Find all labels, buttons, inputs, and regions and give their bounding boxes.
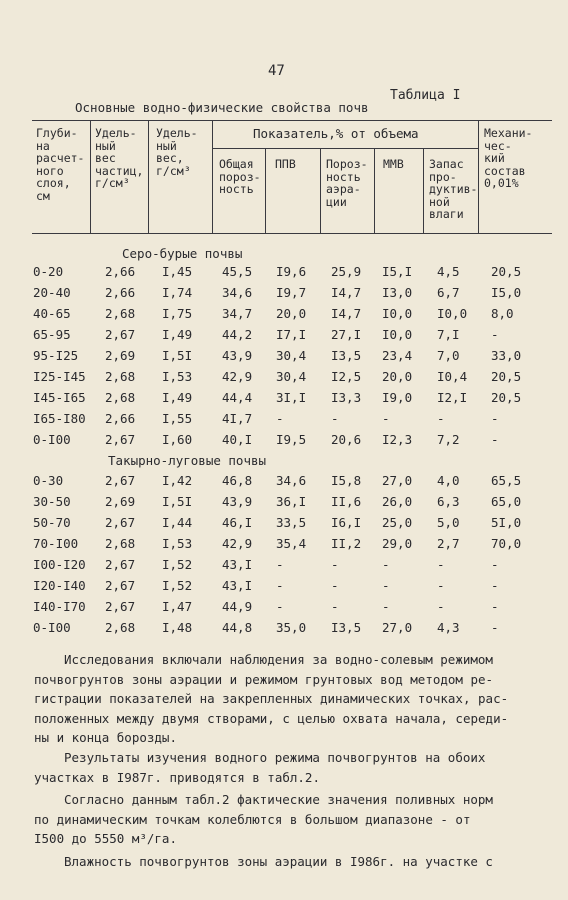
paragraph-line: ны и конца борозды. (34, 730, 177, 745)
header-mmv: ММВ (383, 157, 404, 171)
table-cell: I,53 (162, 369, 193, 384)
paragraph-line: Влажность почвогрунтов зоны аэрации в I986г. на участке с (64, 854, 493, 869)
table-cell: I,53 (162, 536, 193, 551)
table-cell: 44,9 (222, 599, 253, 614)
table-row (0, 369, 568, 389)
table-cell: 0-I00 (33, 620, 71, 635)
table-cell: I,52 (162, 557, 193, 572)
paragraph-line: Согласно данным табл.2 фактические значения поливных норм (64, 792, 493, 807)
header-ppv: ППВ (275, 157, 296, 171)
table-cell: 20,5 (491, 390, 522, 405)
table-cell: I,44 (162, 515, 193, 530)
table-cell: - (437, 411, 445, 426)
table-cell: 25,0 (382, 515, 413, 530)
table-cell: 36,I (276, 494, 307, 509)
table-cell: 34,6 (222, 285, 253, 300)
header-col-divider (374, 148, 375, 233)
table-cell: 2,68 (105, 536, 136, 551)
table-cell: I4,7 (331, 306, 362, 321)
table-cell: - (491, 411, 499, 426)
table-cell: 30-50 (33, 494, 71, 509)
header-col-divider (148, 120, 149, 233)
table-cell: 35,0 (276, 620, 307, 635)
table-cell: 2,68 (105, 620, 136, 635)
table-cell: I65-I80 (33, 411, 86, 426)
table-cell: I5,I (382, 264, 413, 279)
table-row (0, 620, 568, 640)
page-number: 47 (268, 63, 285, 79)
section-title: Такырно-луговые почвы (108, 453, 267, 468)
table-cell: - (437, 578, 445, 593)
table-cell: I2,5 (331, 369, 362, 384)
table-cell: 23,4 (382, 348, 413, 363)
table-cell: 27,0 (382, 620, 413, 635)
header-bottom-rule (32, 233, 552, 234)
table-cell: 40,I (222, 432, 253, 447)
table-cell: II,6 (331, 494, 362, 509)
table-cell: 2,67 (105, 599, 136, 614)
table-cell: 4I,7 (222, 411, 253, 426)
table-cell: 5,0 (437, 515, 460, 530)
table-cell: I9,0 (382, 390, 413, 405)
table-cell: I7,I (276, 327, 307, 342)
table-cell: 33,5 (276, 515, 307, 530)
body-paragraph (34, 748, 544, 787)
table-cell: 4,0 (437, 473, 460, 488)
table-row (0, 494, 568, 514)
table-cell: 27,0 (382, 473, 413, 488)
table-cell: 2,67 (105, 432, 136, 447)
table-cell: I3,3 (331, 390, 362, 405)
table-cell: 6,7 (437, 285, 460, 300)
table-cell: 44,8 (222, 620, 253, 635)
table-row (0, 264, 568, 284)
table-cell: 43,9 (222, 348, 253, 363)
table-cell: 2,66 (105, 264, 136, 279)
table-cell: 2,69 (105, 348, 136, 363)
table-cell: 0-30 (33, 473, 64, 488)
table-row (0, 306, 568, 326)
table-cell: I4,7 (331, 285, 362, 300)
table-caption: Таблица I (390, 88, 461, 103)
table-cell: I00-I20 (33, 557, 86, 572)
table-cell: 2,69 (105, 494, 136, 509)
body-paragraph (34, 852, 544, 872)
table-cell: I6,I (331, 515, 362, 530)
table-cell: I,60 (162, 432, 193, 447)
paragraph-line: положенных между двумя створами, с целью охвата начала, середи- (34, 710, 509, 726)
table-cell: 8,0 (491, 306, 514, 321)
paragraph-line: гистрации показателей на закрепленных динамических точках, рас- (34, 691, 509, 706)
table-cell: 43,I (222, 578, 253, 593)
table-cell: 2,68 (105, 390, 136, 405)
header-productive-moisture: Запас про- дуктив- ной влаги (429, 157, 478, 221)
header-col-divider (320, 148, 321, 233)
table-cell: 2,67 (105, 515, 136, 530)
table-cell: - (331, 557, 339, 572)
table-cell: 25,9 (331, 264, 362, 279)
table-row (0, 327, 568, 347)
header-porosity-aeration: Пороз- ность аэра- ции (326, 157, 368, 209)
table-cell: - (276, 578, 284, 593)
table-cell: I0,4 (437, 369, 468, 384)
table-cell: 2,7 (437, 536, 460, 551)
table-cell: I25-I45 (33, 369, 86, 384)
table-cell: I0,0 (382, 327, 413, 342)
table-cell: - (491, 432, 499, 447)
table-cell: I0,0 (437, 306, 468, 321)
header-specific-weight: Удель- ный вес частиц, г/см³ (95, 126, 144, 190)
table-cell: I,5I (162, 348, 193, 363)
header-mechanical-composition: Механи- чес- кий состав 0,01% (484, 126, 533, 190)
table-cell: - (491, 620, 499, 635)
table-cell: 42,9 (222, 369, 253, 384)
table-cell: I,47 (162, 599, 193, 614)
table-cell: 2,67 (105, 578, 136, 593)
table-cell: 33,0 (491, 348, 522, 363)
table-row (0, 557, 568, 577)
table-cell: 2,66 (105, 285, 136, 300)
table-cell: I5,0 (491, 285, 522, 300)
table-cell: I0,0 (382, 306, 413, 321)
table-cell: 50-70 (33, 515, 71, 530)
table-row (0, 536, 568, 556)
table-cell: - (382, 578, 390, 593)
table-cell: 2,66 (105, 411, 136, 426)
paragraph-line: по динамическим точкам колеблются в большом диапазоне - от (34, 811, 471, 827)
table-row (0, 473, 568, 493)
table-cell: I9,6 (276, 264, 307, 279)
header-group-rule (212, 148, 478, 149)
table-cell: 7,0 (437, 348, 460, 363)
table-cell: 29,0 (382, 536, 413, 551)
table-cell: 20,0 (382, 369, 413, 384)
paragraph-line: Результаты изучения водного режима почвогрунтов на обоих (64, 750, 486, 765)
table-cell: I40-I70 (33, 599, 86, 614)
table-cell: - (331, 578, 339, 593)
table-cell: 70-I00 (33, 536, 79, 551)
table-cell: 2,67 (105, 327, 136, 342)
table-cell: 7,I (437, 327, 460, 342)
table-cell: I,49 (162, 327, 193, 342)
header-col-divider (423, 148, 424, 233)
table-cell: - (491, 599, 499, 614)
table-cell: 20,5 (491, 264, 522, 279)
table-row (0, 411, 568, 431)
table-cell: 34,7 (222, 306, 253, 321)
table-cell: I9,5 (276, 432, 307, 447)
table-cell: - (437, 599, 445, 614)
paragraph-line: Исследования включали наблюдения за водно-солевым режимом (64, 652, 493, 667)
table-cell: 30,4 (276, 369, 307, 384)
table-cell: - (331, 599, 339, 614)
table-cell: II,2 (331, 536, 362, 551)
header-top-rule (32, 120, 552, 121)
table-row (0, 599, 568, 619)
table-cell: 44,2 (222, 327, 253, 342)
table-cell: 43,I (222, 557, 253, 572)
table-row (0, 390, 568, 410)
table-cell: 46,I (222, 515, 253, 530)
table-cell: - (276, 599, 284, 614)
table-cell: I20-I40 (33, 578, 86, 593)
table-cell: 20,6 (331, 432, 362, 447)
table-cell: 2,67 (105, 473, 136, 488)
table-cell: 26,0 (382, 494, 413, 509)
table-cell: - (276, 411, 284, 426)
table-cell: I2,3 (382, 432, 413, 447)
body-paragraph (34, 790, 544, 849)
table-cell: 7,2 (437, 432, 460, 447)
section-title: Серо-бурые почвы (122, 246, 243, 261)
paragraph-line: I500 до 5550 м³/га. (34, 831, 177, 846)
table-row (0, 348, 568, 368)
table-cell: 6,3 (437, 494, 460, 509)
table-cell: 35,4 (276, 536, 307, 551)
table-cell: - (491, 327, 499, 342)
paragraph-line: почвогрунтов зоны аэрации и режимом грунтовых вод методом ре- (34, 671, 494, 687)
table-cell: 4,5 (437, 264, 460, 279)
table-cell: 0-I00 (33, 432, 71, 447)
table-cell: 95-I25 (33, 348, 79, 363)
table-cell: 42,9 (222, 536, 253, 551)
table-cell: I,52 (162, 578, 193, 593)
header-col-divider (478, 120, 479, 233)
table-cell: 65-95 (33, 327, 71, 342)
table-cell: I2,I (437, 390, 468, 405)
header-col-divider (265, 148, 266, 233)
table-cell: - (437, 557, 445, 572)
table-cell: I,48 (162, 620, 193, 635)
table-cell: 3I,I (276, 390, 307, 405)
table-cell: 45,5 (222, 264, 253, 279)
table-cell: 20,5 (491, 369, 522, 384)
table-cell: 34,6 (276, 473, 307, 488)
table-cell: 2,67 (105, 557, 136, 572)
table-cell: I5,8 (331, 473, 362, 488)
table-cell: I3,5 (331, 620, 362, 635)
table-cell: - (491, 557, 499, 572)
table-cell: - (276, 557, 284, 572)
table-cell: I3,0 (382, 285, 413, 300)
table-cell: - (491, 578, 499, 593)
header-volume-weight: Удель- ный вес, г/см³ (156, 126, 198, 178)
header-indicator-group: Показатель,% от объема (253, 126, 419, 141)
table-cell: 40-65 (33, 306, 71, 321)
table-cell: - (382, 599, 390, 614)
table-cell: 44,4 (222, 390, 253, 405)
table-row (0, 515, 568, 535)
table-cell: I,74 (162, 285, 193, 300)
table-cell: 46,8 (222, 473, 253, 488)
table-cell: 20-40 (33, 285, 71, 300)
header-depth: Глуби- на расчет- ного слоя, см (36, 126, 85, 203)
table-cell: - (382, 411, 390, 426)
table-cell: 65,0 (491, 494, 522, 509)
table-cell: 20,0 (276, 306, 307, 321)
table-cell: 4,3 (437, 620, 460, 635)
table-cell: - (331, 411, 339, 426)
table-cell: I9,7 (276, 285, 307, 300)
table-row (0, 432, 568, 452)
table-cell: I,45 (162, 264, 193, 279)
table-cell: 2,68 (105, 369, 136, 384)
table-cell: 27,I (331, 327, 362, 342)
table-cell: 2,68 (105, 306, 136, 321)
paragraph-line: участках в I987г. приводятся в табл.2. (34, 769, 320, 785)
table-cell: I,75 (162, 306, 193, 321)
table-cell: I,42 (162, 473, 193, 488)
table-cell: I,5I (162, 494, 193, 509)
table-row (0, 285, 568, 305)
table-cell: I45-I65 (33, 390, 86, 405)
table-cell: 70,0 (491, 536, 522, 551)
table-cell: I,55 (162, 411, 193, 426)
table-cell: 5I,0 (491, 515, 522, 530)
table-cell: 65,5 (491, 473, 522, 488)
header-col-divider (212, 120, 213, 233)
table-cell: I3,5 (331, 348, 362, 363)
table-cell: 0-20 (33, 264, 64, 279)
table-title: Основные водно-физические свойства почв (75, 100, 369, 115)
table-cell: 30,4 (276, 348, 307, 363)
table-cell: I,49 (162, 390, 193, 405)
table-row (0, 578, 568, 598)
body-paragraph (34, 650, 544, 748)
table-cell: 43,9 (222, 494, 253, 509)
header-col-divider (90, 120, 91, 233)
table-cell: - (382, 557, 390, 572)
header-total-porosity: Общая пороз- ность (219, 157, 261, 196)
